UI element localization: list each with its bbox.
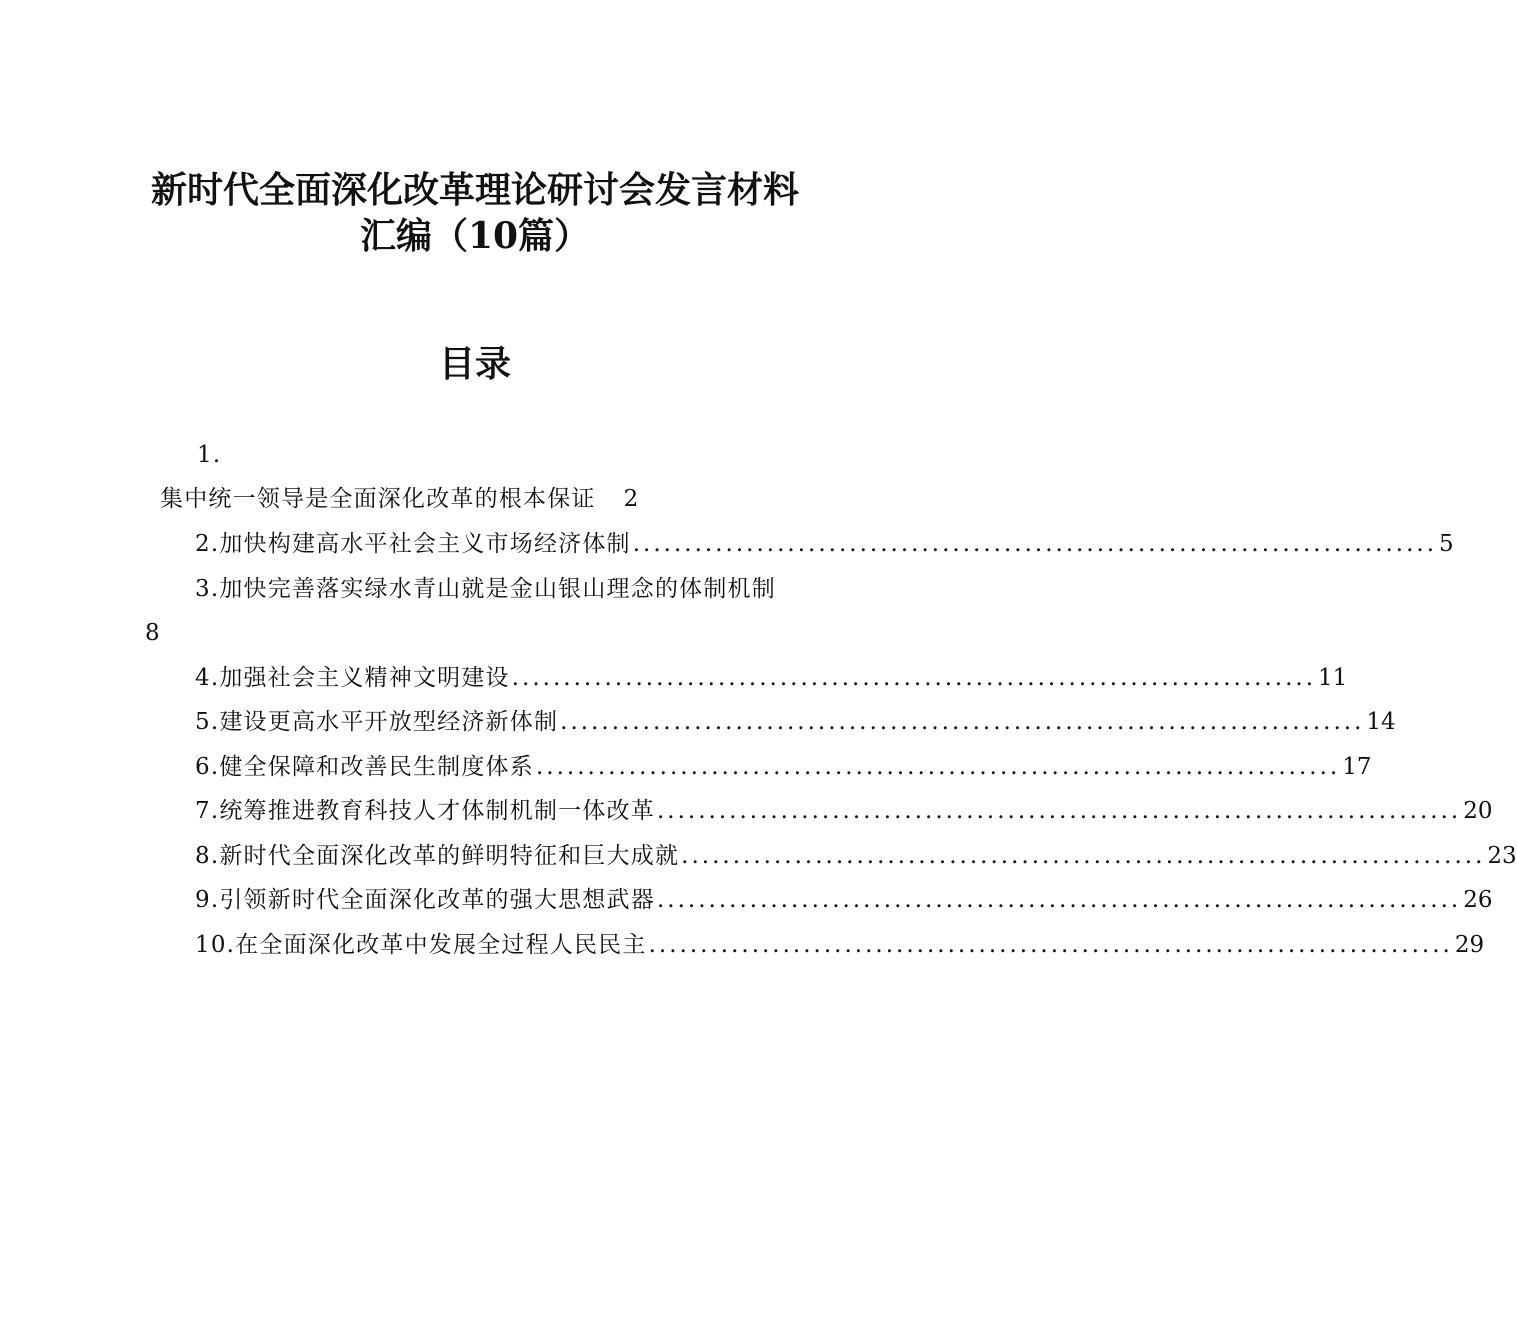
toc-leader-dots: .............................................................................. — [511, 665, 1317, 691]
toc-item-1-text: 集中统一领导是全面深化改革的根本保证 — [160, 486, 596, 512]
toc-item-page: 23 — [1487, 843, 1517, 869]
toc-leader-dots: .............................................................................. — [681, 843, 1486, 869]
toc-leader-dots: .............................................................................. — [656, 798, 1462, 824]
toc-item-page: 20 — [1463, 798, 1493, 824]
toc-item-text: 2.加快构建高水平社会主义市场经济体制 — [195, 531, 631, 557]
toc-item-page: 17 — [1342, 754, 1372, 780]
toc-item-page: 26 — [1463, 887, 1493, 913]
toc-item-5[interactable] — [195, 707, 1396, 737]
toc-item-10[interactable] — [195, 930, 1485, 960]
toc-item-1-number[interactable]: 1. — [197, 442, 222, 468]
toc-item-6[interactable] — [195, 752, 1372, 782]
document-title-line-1: 新时代全面深化改革理论研讨会发言材料 — [150, 169, 799, 211]
document-title-line-2: 汇编（10篇） — [359, 215, 591, 257]
toc-item-text: 9.引领新时代全面深化改革的强大思想武器 — [195, 887, 655, 913]
toc-item-text: 7.统筹推进教育科技人才体制机制一体改革 — [195, 798, 655, 824]
toc-item-7[interactable] — [195, 796, 1493, 826]
toc-heading: 目录 — [438, 343, 511, 385]
toc-item-page: 29 — [1454, 932, 1485, 958]
toc-item-text: 8.新时代全面深化改革的鲜明特征和巨大成就 — [195, 843, 680, 869]
toc-leader-dots: .............................................................................. — [656, 887, 1462, 913]
toc-item-1[interactable] — [160, 484, 639, 514]
toc-item-1-page: 2 — [623, 486, 640, 512]
toc-item-3[interactable]: 3.加快完善落实绿水青山就是金山银山理念的体制机制 — [195, 576, 776, 602]
toc-leader-dots: .............................................................................. — [560, 709, 1365, 735]
toc-item-page: 5 — [1439, 531, 1454, 557]
toc-item-page: 14 — [1366, 709, 1396, 735]
toc-item-9[interactable] — [195, 885, 1493, 915]
toc-leader-dots: .............................................................................. — [632, 531, 1438, 557]
toc-item-text: 5.建设更高水平开放型经济新体制 — [195, 709, 559, 735]
toc-item-4[interactable] — [195, 663, 1348, 693]
toc-item-2[interactable] — [195, 529, 1454, 559]
toc-item-3-page: 8 — [145, 620, 161, 646]
toc-item-text: 6.健全保障和改善民生制度体系 — [195, 754, 534, 780]
toc-item-text: 4.加强社会主义精神文明建设 — [195, 665, 510, 691]
toc-leader-dots: .............................................................................. — [648, 932, 1453, 958]
toc-item-8[interactable] — [195, 841, 1517, 871]
toc-leader-dots: .............................................................................. — [535, 754, 1341, 780]
toc-item-page: 11 — [1318, 665, 1348, 691]
toc-item-text: 10.在全面深化改革中发展全过程人民民主 — [195, 932, 647, 958]
